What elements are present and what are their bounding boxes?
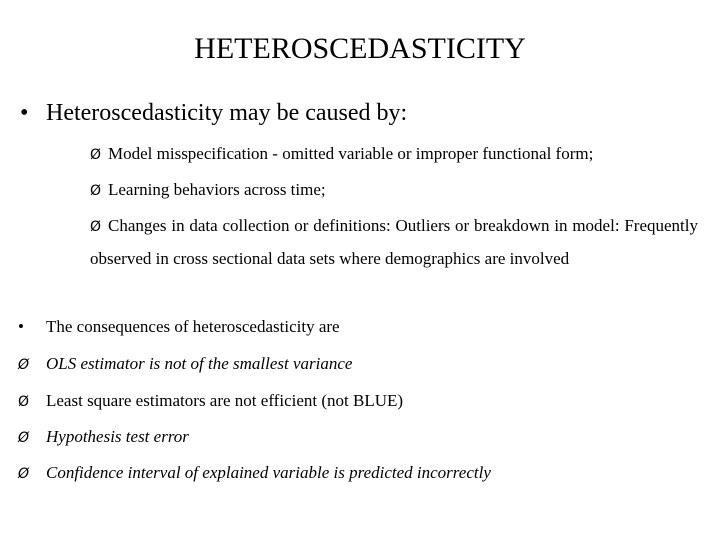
bullet-icon: •	[20, 100, 29, 126]
cause-item	[90, 143, 698, 166]
arrow-bullet-icon: Ø	[90, 219, 102, 235]
consequences-heading: The consequences of heteroscedasticity are	[46, 317, 340, 336]
cause-item	[90, 179, 698, 202]
cause-item	[90, 215, 698, 275]
cause-paragraph	[90, 210, 698, 275]
consequence-text: Least square estimators are not efficient (not BLUE)	[46, 391, 404, 410]
main-bullet-item	[20, 97, 700, 129]
consequence-item	[18, 353, 708, 376]
consequences-heading-item	[18, 316, 708, 338]
arrow-bullet-icon: Ø	[18, 466, 30, 482]
consequence-item	[18, 390, 708, 413]
arrow-bullet-icon: Ø	[90, 147, 102, 163]
consequence-item	[18, 426, 708, 449]
arrow-bullet-icon: Ø	[18, 394, 30, 410]
cause-text: Model misspecification - omitted variable or improper functional form;	[108, 144, 594, 163]
cause-text: Changes in data collection or definitions: Outliers or breakdown in model: Frequently observed in cross sectional data sets where demographics are involved	[90, 216, 698, 268]
arrow-bullet-icon: Ø	[90, 183, 102, 199]
arrow-bullet-icon: Ø	[18, 357, 30, 373]
main-bullet-text: Heteroscedasticity may be caused by:	[46, 100, 408, 126]
cause-text: Learning behaviors across time;	[108, 180, 326, 199]
arrow-bullet-icon: Ø	[18, 430, 30, 446]
consequence-text: Confidence interval of explained variable is predicted incorrectly	[46, 463, 491, 482]
consequence-text: OLS estimator is not of the smallest variance	[46, 354, 353, 373]
bullet-icon: •	[18, 317, 24, 336]
consequence-item	[18, 462, 708, 485]
slide-title: HETEROSCEDASTICITY	[194, 32, 526, 65]
consequence-text: Hypothesis test error	[46, 427, 189, 446]
